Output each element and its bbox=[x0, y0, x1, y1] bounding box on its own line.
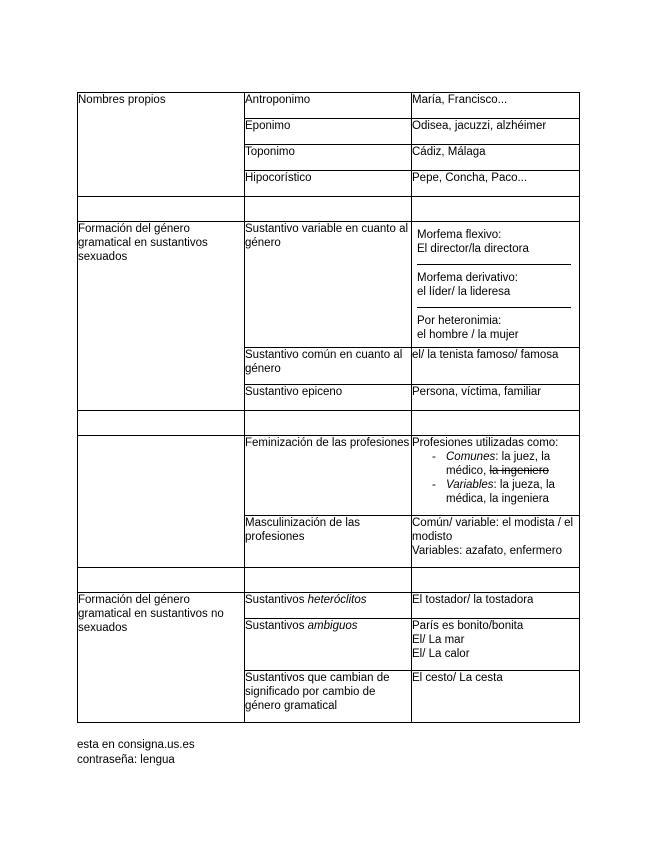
example-cell: Profesiones utilizadas como: - Comunes: la juez, la médico, la ingeniero - Variables: la jueza, la médica, la ingeniera bbox=[412, 436, 580, 516]
profession-list bbox=[412, 450, 579, 506]
example-cell bbox=[412, 222, 580, 348]
category-empty bbox=[78, 436, 245, 568]
spacer-row bbox=[78, 197, 580, 222]
type-cell: Sustantivo epiceno bbox=[245, 385, 412, 411]
list-item: - Variables: la jueza, la médica, la ingeniera bbox=[426, 478, 579, 506]
example-cell: Odisea, jacuzzi, alzhéimer bbox=[412, 119, 580, 145]
example-cell: El tostador/ la tostadora bbox=[412, 593, 580, 619]
category-nombres-propios: Nombres propios bbox=[78, 93, 245, 197]
sub-morfema-derivativo: Morfema derivativo: el líder/ la lideresa bbox=[417, 264, 571, 307]
footer-line-password: contraseña: lengua bbox=[77, 754, 175, 766]
type-cell: Toponimo bbox=[245, 145, 412, 171]
example-cell: El cesto/ La cesta bbox=[412, 671, 580, 723]
type-cell: Eponimo bbox=[245, 119, 412, 145]
table-row bbox=[78, 222, 580, 348]
category-no-sexuados: Formación del género gramatical en sustantivos no sexuados bbox=[78, 593, 245, 723]
footer-line-location: esta en consigna.us.es bbox=[77, 739, 195, 751]
table-row bbox=[78, 93, 580, 119]
type-cell: Sustantivos que cambian de significado por cambio de género gramatical bbox=[245, 671, 412, 723]
sub-heteronimia: Por heteronimia: el hombre / la mujer bbox=[417, 307, 571, 347]
type-cell: Sustantivo común en cuanto al género bbox=[245, 348, 412, 385]
example-cell: Persona, víctima, familiar bbox=[412, 385, 580, 411]
type-cell: Sustantivos ambiguos bbox=[245, 619, 412, 671]
example-cell: París es bonito/bonita El/ La mar El/ La calor bbox=[412, 619, 580, 671]
example-cell: Pepe, Concha, Paco... bbox=[412, 171, 580, 197]
spacer-row bbox=[78, 568, 580, 593]
type-cell: Feminización de las profesiones bbox=[245, 436, 412, 516]
type-cell: Sustantivos heteróclitos bbox=[245, 593, 412, 619]
sub-morfema-flexivo: Morfema flexivo: El director/la directora bbox=[417, 229, 529, 255]
type-cell: Sustantivo variable en cuanto al género bbox=[245, 222, 412, 348]
spacer-row bbox=[78, 411, 580, 436]
footer-note bbox=[77, 738, 195, 768]
category-sexuados: Formación del género gramatical en sustantivos sexuados bbox=[78, 222, 245, 411]
type-cell: Antroponimo bbox=[245, 93, 412, 119]
example-cell: Común/ variable: el modista / el modisto Variables: azafato, enfermero bbox=[412, 516, 580, 568]
example-cell: el/ la tenista famoso/ famosa bbox=[412, 348, 580, 385]
list-item: - Comunes: la juez, la médico, la ingeniero bbox=[426, 450, 579, 478]
example-cell: Cádiz, Málaga bbox=[412, 145, 580, 171]
example-cell: María, Francisco... bbox=[412, 93, 580, 119]
table-row bbox=[78, 436, 580, 516]
type-cell: Masculinización de las profesiones bbox=[245, 516, 412, 568]
table-row bbox=[78, 593, 580, 619]
type-cell: Hipocorístico bbox=[245, 171, 412, 197]
grammar-table bbox=[77, 92, 580, 723]
